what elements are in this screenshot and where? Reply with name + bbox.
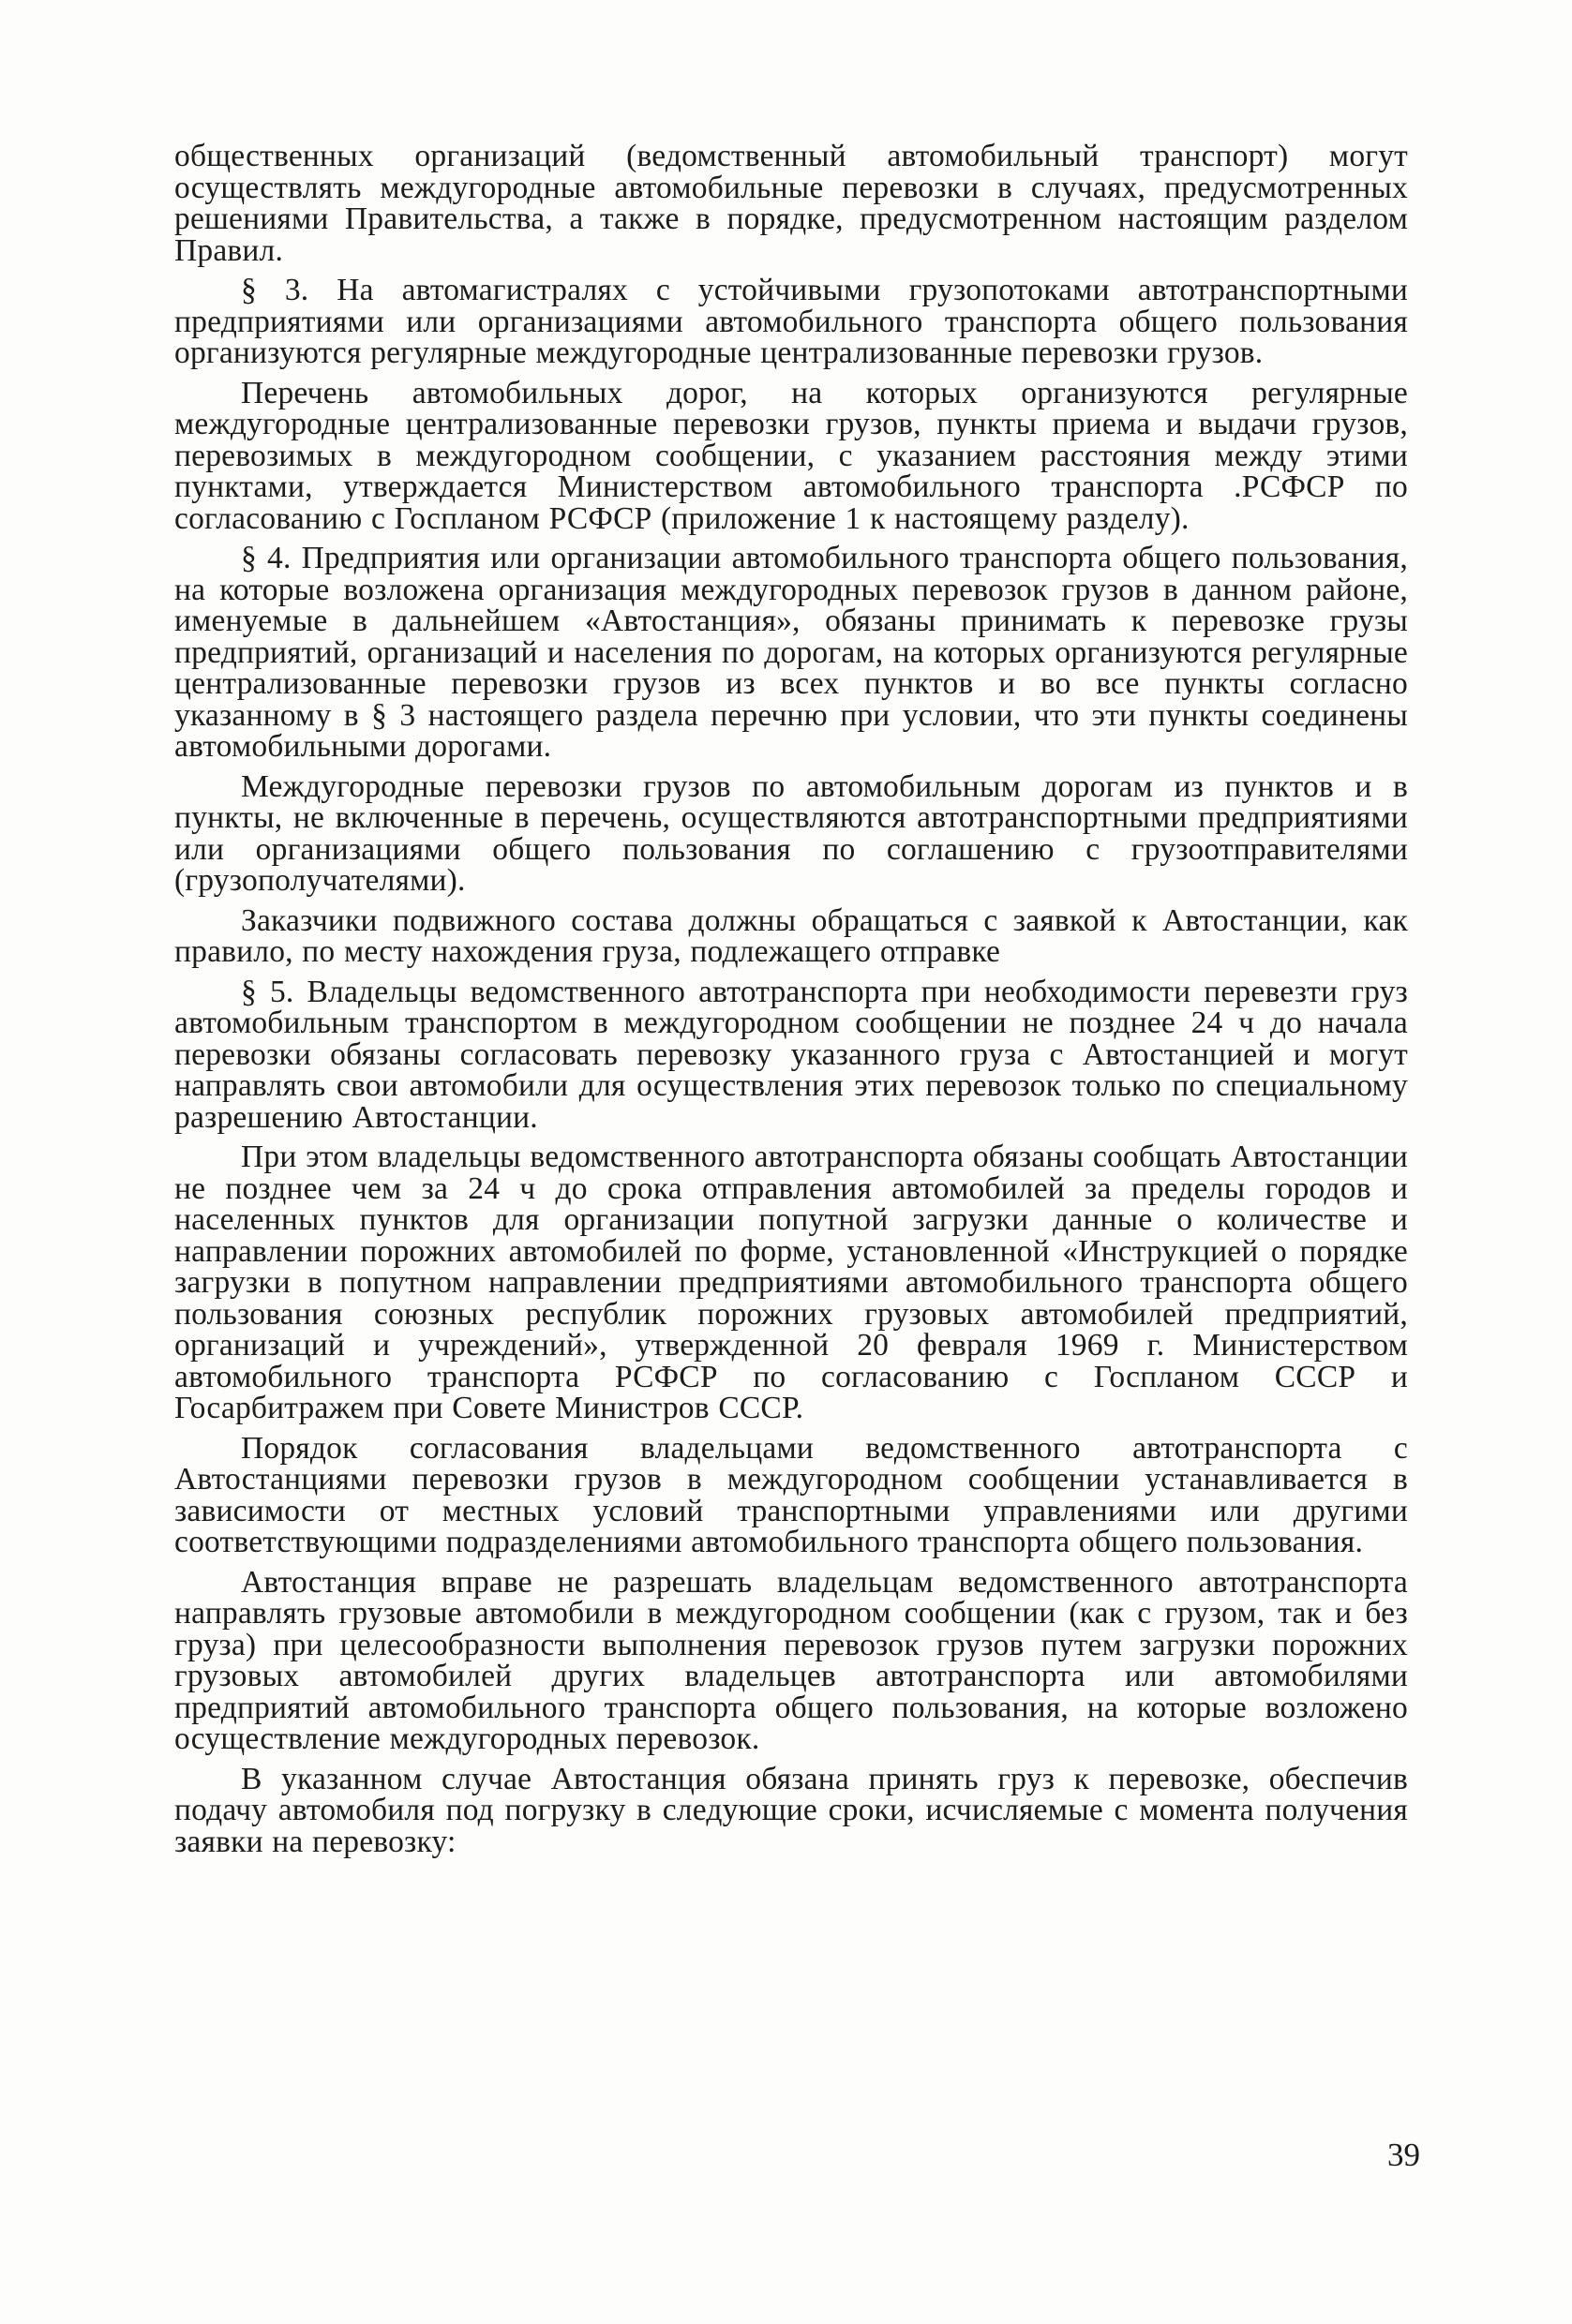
page-number: 39 bbox=[1387, 2137, 1420, 2173]
paragraph-coordination-order: Порядок согласования владельцами ведомственного автотранспорта с Автостанциями перевозки грузов в междугородном сообщении устанавливается в зависимости от местных условий транспортными управлениями или другими соответствующими подразделениями автомобильного транспорта общего пользования. bbox=[174, 1430, 1408, 1559]
paragraph-station-obligation: В указанном случае Автостанция обязана принять груз к перевозке, обеспечив подачу автомобиля под погрузку в следующие сроки, исчисляемые с момента получения заявки на перевозку: bbox=[174, 1761, 1408, 1859]
paragraph-section-4: § 4. Предприятия или организации автомобильного транспорта общего пользования, на которые возложена организация междугородных перевозок грузов в данном районе, именуемые в дальнейшем «Автостанция», обязаны принимать к перевозке грузы предприятий, организаций и населения по дорогам, на которых организуются регулярные централизованные перевозки грузов из всех пунктов и во все пункты согласно указанному в § 3 настоящего раздела перечню при условии, что эти пункты соединены автомобильными дорогами. bbox=[174, 541, 1408, 764]
paragraph-customers: Заказчики подвижного состава должны обращаться с заявкой к Автостанции, как правило, по месту нахождения груза, подлежащего отправке bbox=[174, 902, 1408, 969]
paragraph-1-continued: общественных организаций (ведомственный автомобильный транспорт) могут осуществлять междугородные автомобильные перевозки в случаях, предусмотренных решениями Правительства, а также в порядке, предусмотренном настоящим разделом Правил. bbox=[174, 139, 1408, 268]
paragraph-other-points: Междугородные перевозки грузов по автомобильным дорогам из пунктов и в пункты, не включенные в перечень, осуществляются автотранспортными предприятиями или организациями общего пользования по соглашению с грузоотправителями (грузополучателями). bbox=[174, 768, 1408, 898]
paragraph-empty-vehicles: При этом владельцы ведомственного автотранспорта обязаны сообщать Автостанции не позднее чем за 24 ч до срока отправления автомобилей за пределы городов и населенных пунктов для организации попутной загрузки данные о количестве и направлении порожних автомобилей по форме, установленной «Инструкцией о порядке загрузки в попутном направлении предприятиями автомобильного транспорта общего пользования союзных республик порожних грузовых автомобилей предприятий, организаций и учреждений», утвержденной 20 февраля 1969 г. Министерством автомобильного транспорта РСФСР по согласованию с Госпланом СССР и Госарбитражем при Совете Министров СССР. bbox=[174, 1140, 1408, 1425]
body-text bbox=[174, 141, 1408, 1857]
paragraph-station-rights: Автостанция вправе не разрешать владельцам ведомственного автотранспорта направлять грузовые автомобили в междугородном сообщении (как с грузом, так и без груза) при целесообразности выполнения перевозок грузов путем загрузки порожних грузовых автомобилей других владельцев автотранспорта или автомобилями предприятий автомобильного транспорта общего пользования, на которые возложено осуществление междугородных перевозок. bbox=[174, 1564, 1408, 1756]
paragraph-section-3: § 3. На автомагистралях с устойчивыми грузопотоками автотранспортными предприятиями или организациями автомобильного транспорта общего пользования организуются регулярные междугородные централизованные перевозки грузов. bbox=[174, 273, 1408, 370]
paragraph-road-list: Перечень автомобильных дорог, на которых организуются регулярные междугородные централизованные перевозки грузов, пункты приема и выдачи грузов, перевозимых в междугородном сообщении, с указанием расстояния между этими пунктами, утверждается Министерством автомобильного транспорта .РСФСР по согласованию с Госпланом РСФСР (приложение 1 к настоящему разделу). bbox=[174, 375, 1408, 536]
paragraph-section-5: § 5. Владельцы ведомственного автотранспорта при необходимости перевезти груз автомобильным транспортом в междугородном сообщении не позднее 24 ч до начала перевозки обязаны согласовать перевозку указанного груза с Автостанцией и могут направлять свои автомобили для осуществления этих перевозок только по специальному разрешению Автостанции. bbox=[174, 974, 1408, 1135]
